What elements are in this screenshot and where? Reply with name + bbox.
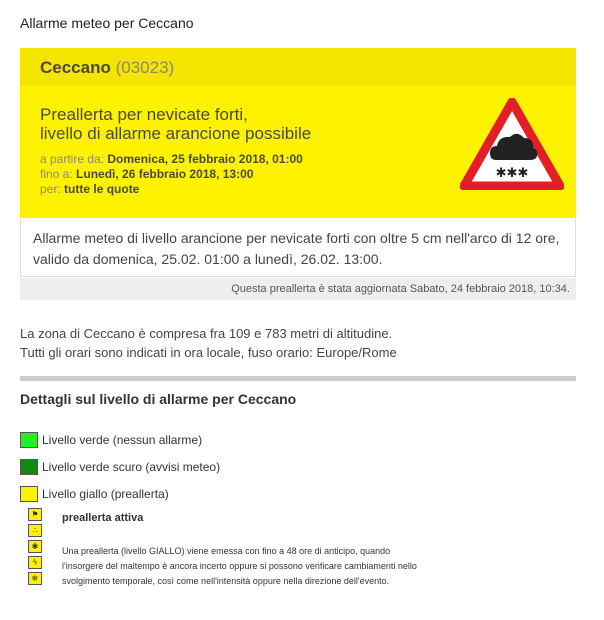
update-text: Questa preallerta è stata aggiornata Sabato, 24 febbraio 2018, 10:34. [231, 283, 570, 295]
svg-text:✱✱✱: ✱✱✱ [495, 166, 529, 181]
from-value: Domenica, 25 febbraio 2018, 01:00 [107, 152, 303, 166]
thunderstorm-icon: ϟ [28, 556, 42, 569]
zone-timezone-text: Tutti gli orari sono indicati in ora locale, fuso orario: Europe/Rome [20, 345, 397, 360]
warning-title-line1: Preallerta per nevicate forti, [40, 105, 248, 124]
place-title [40, 58, 174, 78]
wind-icon: ⚑ [28, 508, 42, 521]
rain-icon: ∴ [28, 524, 42, 537]
for-value: tutte le quote [64, 182, 140, 196]
for-label: per: [40, 182, 61, 196]
active-warning-label: preallerta attiva [62, 512, 144, 524]
to-label: fino a: [40, 167, 73, 181]
warning-description-box [20, 218, 576, 277]
level-yellow-swatch [20, 486, 38, 502]
warning-title-line2: livello di allarme arancione possibile [40, 124, 312, 143]
hazard-icons [28, 508, 42, 588]
section-divider [20, 376, 576, 381]
warning-description: Allarme meteo di livello arancione per nevicate forti con oltre 5 cm nell'arco di 12 ore, valido da domenica, 25.02. 01:00 a lunedì, 26.02. 13:00. [33, 230, 560, 267]
details-heading: Dettagli sul livello di allarme per Ceccano [20, 391, 297, 407]
ice-icon: ❄ [28, 572, 42, 585]
level-green-swatch [20, 432, 38, 448]
zone-info [20, 324, 397, 362]
snow-warning-triangle-icon [460, 98, 564, 195]
yellow-level-description: Una preallerta (livello GIALLO) viene emessa con fino a 48 ore di anticipo, quando l'insorgere del maltempo è ancora incerto oppure si possono verificare cambiamenti nello svolgimento temporale, così come nell'intensità oppure nella direzione dell'evento. [62, 546, 417, 586]
to-value: Lunedì, 26 febbraio 2018, 13:00 [76, 167, 254, 181]
level-dark-green-label: Livello verde scuro (avvisi meteo) [42, 460, 221, 474]
warning-title [40, 105, 311, 143]
warning-card [20, 48, 576, 218]
level-green-label: Livello verde (nessun allarme) [42, 433, 203, 447]
place-name: Ceccano [40, 58, 111, 77]
level-yellow-label: Livello giallo (preallerta) [42, 487, 169, 501]
level-dark-green-swatch [20, 459, 38, 475]
snow-icon: ✱ [28, 540, 42, 553]
warning-meta [40, 152, 303, 197]
place-code: (03023) [115, 58, 175, 77]
update-bar [20, 278, 576, 300]
zone-altitude-text: La zona di Ceccano è compresa fra 109 e 783 metri di altitudine. [20, 326, 393, 341]
warning-card-header [20, 48, 576, 86]
page-title: Allarme meteo per Ceccano [20, 15, 194, 31]
from-label: a partire da: [40, 152, 105, 166]
